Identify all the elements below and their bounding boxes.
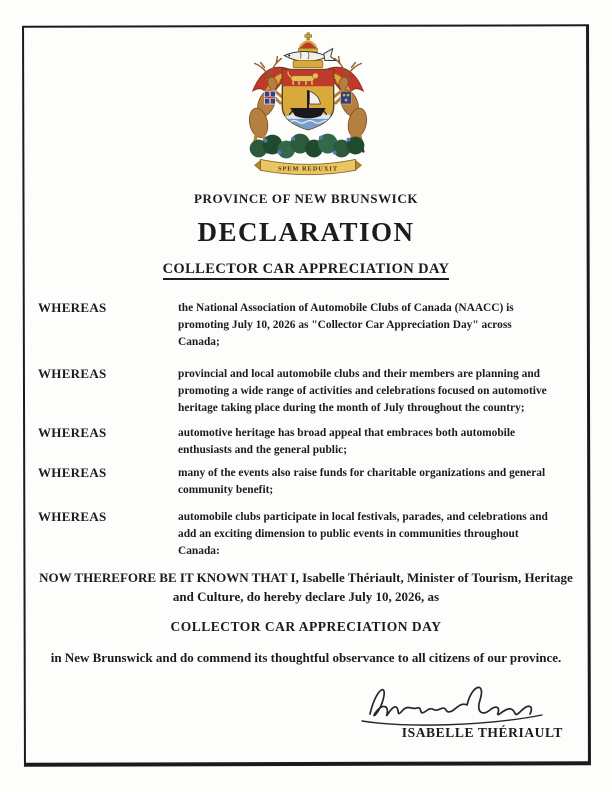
whereas-text: automobile clubs participate in local festivals, parades, and celebrations and add an exciting dimension to public events in communities throughout Canada: bbox=[178, 511, 548, 557]
whereas-clause-1 bbox=[38, 300, 574, 351]
whereas-label: WHEREAS bbox=[38, 425, 107, 440]
new-brunswick-coat-of-arms bbox=[221, 29, 395, 182]
signature-stroke bbox=[370, 687, 531, 715]
whereas-label: WHEREAS bbox=[38, 509, 107, 524]
whereas-label: WHEREAS bbox=[38, 300, 107, 315]
whereas-clause-2 bbox=[38, 366, 574, 417]
document-subtitle-text: COLLECTOR CAR APPRECIATION DAY bbox=[163, 261, 450, 280]
whereas-text: provincial and local automobile clubs and their members are planning and promoting a wide range of activities and celebrations focused on automotive heritage taking place during the month of July throughout the country; bbox=[178, 368, 547, 414]
province-heading: PROVINCE OF NEW BRUNSWICK bbox=[193, 191, 419, 206]
whereas-clause-4 bbox=[38, 465, 574, 499]
whereas-text: many of the events also raise funds for charitable organizations and general community benefit; bbox=[178, 467, 546, 496]
foliage-base-icon bbox=[250, 134, 365, 159]
closing-statement: in New Brunswick and do commend its thoughtful observance to all citizens of our province. bbox=[50, 650, 562, 665]
motto-scroll-icon bbox=[255, 159, 362, 174]
document-subtitle bbox=[0, 261, 612, 278]
signature-flourish bbox=[362, 715, 542, 725]
whereas-text: automotive heritage has broad appeal that embraces both automobile enthusiasts and the general public; bbox=[178, 427, 516, 456]
declared-day-title: COLLECTOR CAR APPRECIATION DAY bbox=[170, 619, 442, 634]
whereas-label: WHEREAS bbox=[38, 366, 107, 381]
whereas-clause-3 bbox=[38, 425, 574, 459]
crown-icon bbox=[299, 33, 318, 52]
whereas-label: WHEREAS bbox=[38, 465, 107, 480]
declaration-statement: NOW THEREFORE BE IT KNOWN THAT I, Isabelle Thériault, Minister of Tourism, Heritage and Culture, do hereby declare July 10, 2026, as bbox=[39, 570, 573, 604]
page-title: DECLARATION bbox=[197, 217, 415, 247]
signature bbox=[356, 676, 548, 728]
whereas-text: the National Association of Automobile Clubs of Canada (NAACC) is promoting July 10, 2026 as "Collector Car Appreciation Day" across Canada; bbox=[178, 302, 514, 348]
shield-icon bbox=[278, 69, 333, 129]
whereas-clause-5 bbox=[38, 509, 574, 560]
signatory-name: ISABELLE THÉRIAULT bbox=[401, 725, 563, 740]
coronet-icon bbox=[293, 61, 323, 68]
motto-text: SPEM REDUXIT bbox=[277, 165, 339, 173]
